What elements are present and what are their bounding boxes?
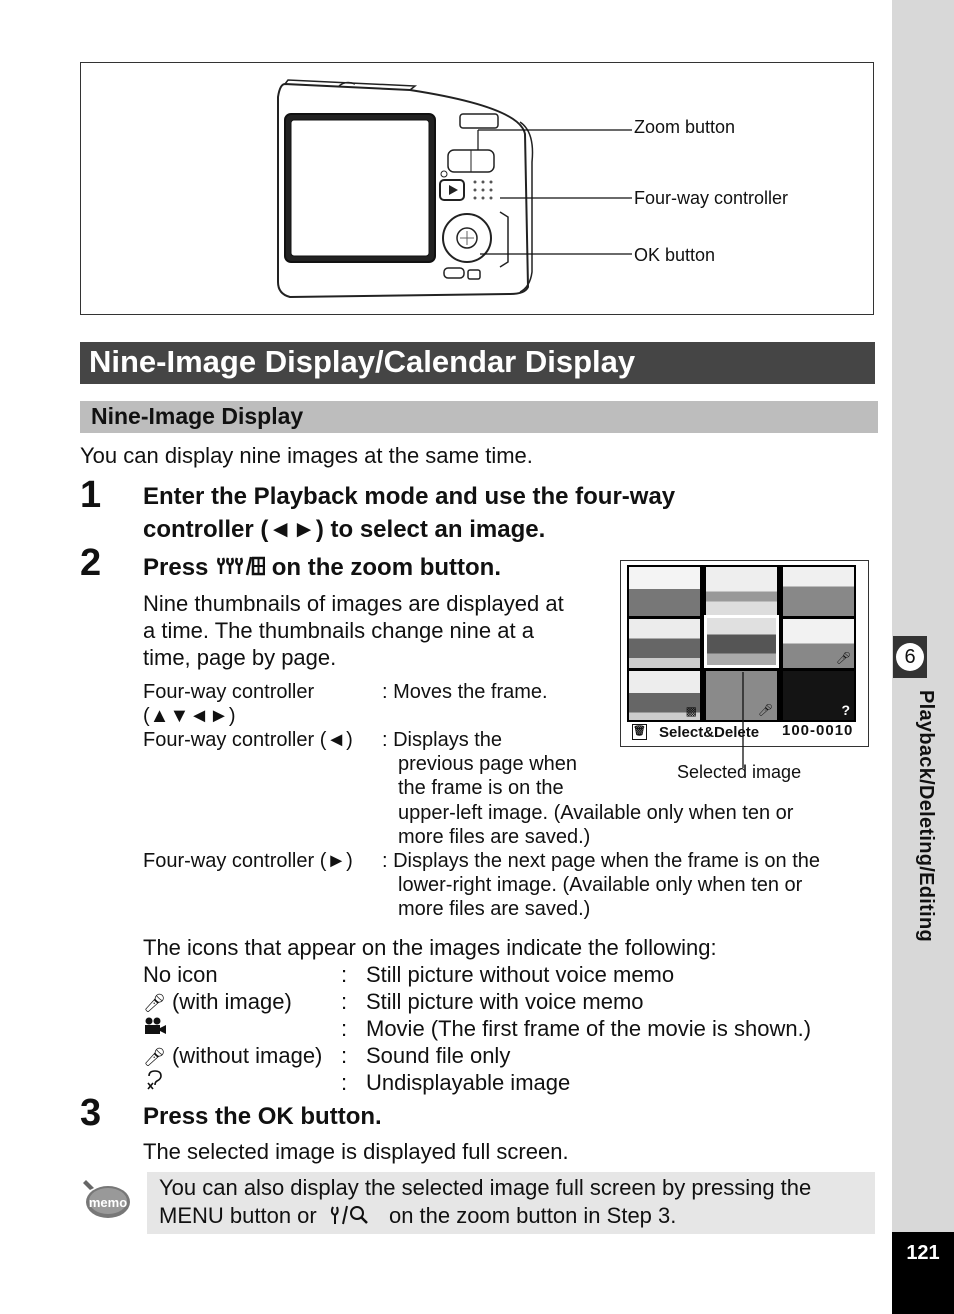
ctrl-2-desc-2: previous page when: [398, 753, 578, 775]
zoom-button-callout: Zoom button: [634, 117, 736, 137]
ctrl-3-label: Four-way controller (►): [143, 850, 353, 872]
step-2-desc-3: time, page by page.: [143, 645, 337, 670]
icon-row-desc: Still picture without voice memo: [366, 962, 675, 987]
zoom-out-icon: [215, 553, 265, 575]
icon-row: [143, 988, 292, 1017]
icon-row-colon: :: [341, 1043, 348, 1068]
zoom-in-icon: [323, 1204, 383, 1226]
icon-row-desc: Sound file only: [366, 1043, 511, 1068]
movie-icon: [143, 1015, 167, 1042]
step-3-text: Press the OK button.: [143, 1103, 382, 1130]
icon-row-desc: Still picture with voice memo: [366, 989, 644, 1014]
selected-image-caption: Selected image: [677, 762, 802, 782]
ctrl-1-desc: : Moves the frame.: [382, 681, 548, 703]
selected-image-pointer: [740, 672, 746, 768]
thumbnail-4: [629, 619, 700, 668]
step-2-suffix: on the zoom button.: [265, 554, 502, 581]
memo-icon: [80, 1174, 132, 1222]
icon-row-colon: :: [341, 1016, 348, 1041]
movie-icon: ▩: [685, 704, 697, 718]
section-title: Nine-Image Display/Calendar Display: [80, 342, 875, 384]
icon-row: [143, 1042, 322, 1071]
thumbnail-1: [629, 567, 700, 616]
ctrl-2-label: Four-way controller (◄): [143, 729, 353, 751]
chapter-number: 6: [896, 643, 924, 671]
step-2-desc-2: a time. The thumbnails change nine at a: [143, 618, 534, 643]
step-2-number: 2: [80, 542, 102, 584]
screen-status-bar: [630, 722, 862, 744]
chapter-number-tab: [893, 636, 927, 678]
thumbnail-7: [629, 671, 700, 720]
icons-intro: The icons that appear on the images indicate the following:: [143, 935, 717, 960]
memo-line-2a: MENU button or: [159, 1203, 323, 1228]
thumbnail-6: [783, 619, 854, 668]
thumbnail-2: [706, 567, 777, 616]
step-1-line-1: Enter the Playback mode and use the four-way: [143, 483, 676, 510]
thumbnail-5-selected: [704, 615, 779, 668]
svg-text:memo: memo: [88, 1195, 128, 1210]
thumbnail-3: [783, 567, 854, 616]
icon-row-colon: :: [341, 989, 348, 1014]
mic-icon: 🎤︎: [835, 651, 851, 665]
memo-line-2: [159, 1202, 676, 1229]
icon-row-desc: Undisplayable image: [366, 1070, 571, 1095]
camera-body-drawing: [278, 80, 533, 297]
trash-icon: 🗑︎: [632, 724, 647, 740]
thumbnail-9-undisplayable: [783, 671, 854, 720]
intro-text: You can display nine images at the same time.: [80, 443, 533, 468]
chapter-label: Playback/Deleting/Editing: [915, 690, 937, 943]
ctrl-2-desc-5: more files are saved.): [398, 826, 591, 848]
step-2-heading: [143, 551, 501, 584]
step-1-line-2: controller (◄►) to select an image.: [143, 516, 546, 543]
icon-row-label: (without image): [171, 1043, 323, 1068]
mic-icon: 🎤︎: [143, 1047, 166, 1067]
step-2-prefix: Press: [143, 554, 216, 581]
question-icon: ?: [841, 702, 850, 718]
ok-button-callout: OK button: [634, 245, 716, 265]
select-delete-label: Select&Delete: [659, 724, 760, 741]
ctrl-1-keys: (▲▼◄►): [143, 705, 236, 727]
icon-row-desc: Movie (The first frame of the movie is shown.): [366, 1016, 812, 1041]
step-2-desc-1: Nine thumbnails of images are displayed at: [143, 591, 564, 616]
memo-line-1: You can also display the selected image full screen by pressing the: [159, 1175, 812, 1200]
ctrl-3-desc-1: : Displays the next page when the frame is on the: [382, 850, 821, 872]
memo-line-2b: on the zoom button in Step 3.: [382, 1203, 677, 1228]
ctrl-3-desc-3: more files are saved.): [398, 898, 591, 920]
subsection-title: Nine-Image Display: [80, 401, 878, 433]
ctrl-2-desc-4: upper-left image. (Available only when ten or: [398, 802, 794, 824]
step-3-number: 3: [80, 1092, 102, 1134]
icon-row-colon: :: [341, 962, 348, 987]
step-3-desc: The selected image is displayed full screen.: [143, 1139, 569, 1164]
page-number: 121: [892, 1232, 954, 1314]
ctrl-1-label: Four-way controller: [143, 681, 315, 703]
mic-icon: 🎤︎: [757, 703, 773, 717]
file-number: 100-0010: [782, 722, 854, 739]
icon-row-label: (with image): [171, 989, 292, 1014]
question-icon: [145, 1069, 165, 1097]
four-way-controller-callout: Four-way controller: [634, 188, 789, 208]
ctrl-3-desc-2: lower-right image. (Available only when ten or: [398, 874, 803, 896]
ctrl-2-desc-3: the frame is on the: [398, 777, 564, 799]
ctrl-2-desc-1: : Displays the: [382, 729, 503, 751]
icon-row-label: No icon: [143, 962, 218, 987]
mic-icon: 🎤︎: [143, 993, 166, 1013]
step-1-number: 1: [80, 474, 102, 516]
icon-row-colon: :: [341, 1070, 348, 1095]
